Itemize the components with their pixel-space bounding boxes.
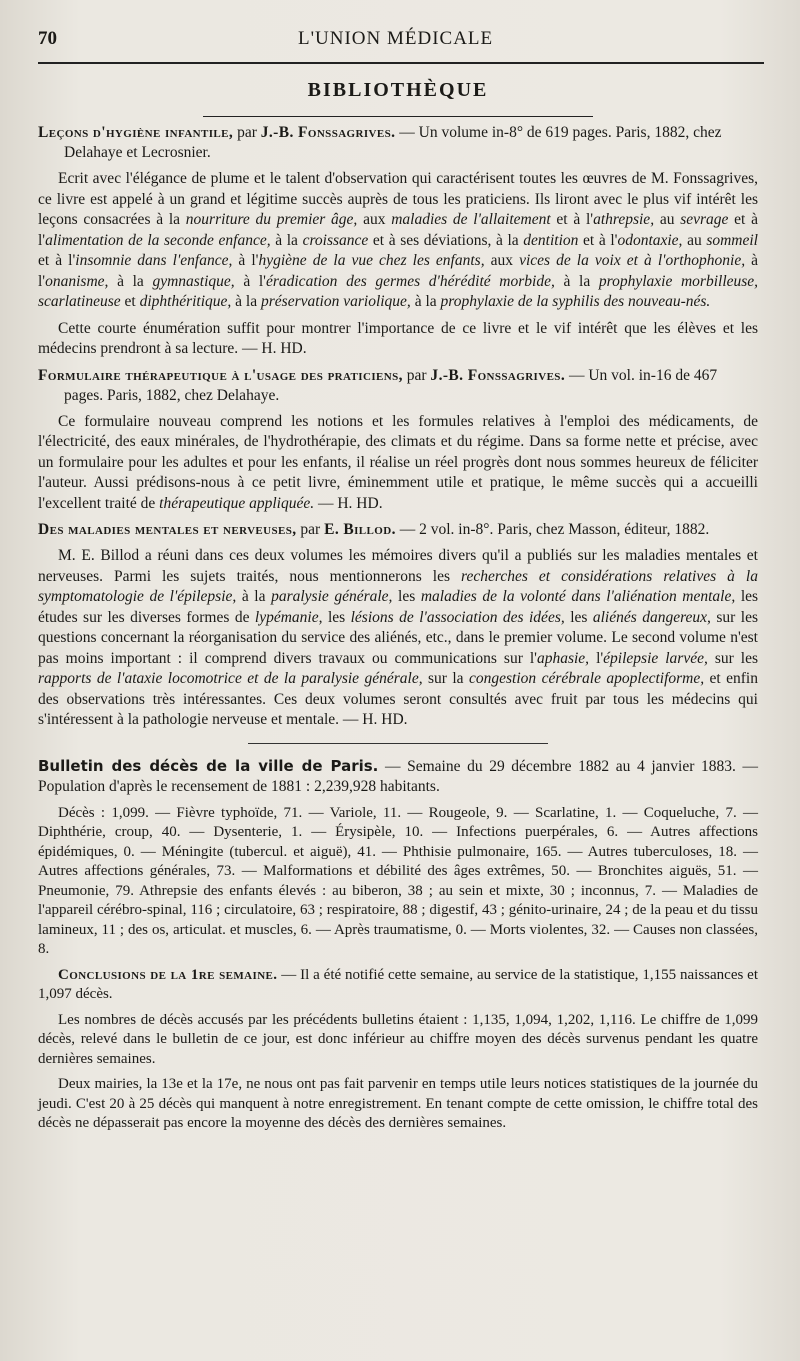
book-details: — 2 vol. in-8°. Paris, chez Masson, éditeur, 1882. xyxy=(399,521,710,538)
book-title: Leçons d'hygiène infantile, xyxy=(38,124,234,141)
review-reference: Formulaire thérapeutique à l'usage des praticiens, par J.-B. Fonssagrives. — Un vol. in-16 de 467 pages. Paris, 1882, chez Delahaye. xyxy=(38,366,718,404)
bulletin-title: Bulletin des décès de la ville de Paris. xyxy=(38,756,379,775)
review-hygiene-infantile xyxy=(38,123,758,360)
conclusions-label: Conclusions de la 1re semaine. xyxy=(58,966,278,983)
review-paragraph: Cette courte énumération suffit pour montrer l'importance de ce livre et le vif intérêt que les élèves et les médecins prendront à sa lecture. — H. HD. xyxy=(38,319,758,357)
review-reference: Leçons d'hygiène infantile, par J.-B. Fonssagrives. — Un volume in-8° de 619 pages. Paris, 1882, chez Delahaye et Lecrosnier. xyxy=(38,124,722,161)
review-formulaire-therapeutique xyxy=(38,366,758,515)
bulletin-heading xyxy=(38,756,758,798)
section-title: BIBLIOTHÈQUE xyxy=(307,79,489,101)
bulletin-conclusions: Conclusions de la 1re semaine. — Il a été notifié cette semaine, au service de la statistique, 1,155 naissances et 1,097 décès. xyxy=(38,966,758,1002)
review-maladies-mentales xyxy=(38,520,758,731)
running-head xyxy=(38,28,764,64)
review-paragraph: Ecrit avec l'élégance de plume et le talent d'observation qui caractérisent toutes les œuvres de M. Fonssagrives, ce livre est appelé à un grand et légitime succès auprès de tous les praticiens. Ils liront avec le plus vif intérêt les leçons consacrées à la nourriture du premier âge, aux maladies de l'allaitement et à l'athrepsie, au sevrage et à l'alimentation de la seconde enfance, à la croissance et à ses déviations, à la dentition et à l'odontaxie, au sommeil et à l'insomnie dans l'enfance, à l'hygiène de la vue chez les enfants, aux vices de la voix et à l'orthophonie, à l'onanisme, à la gymnastique, à l'éradication des germes d'hérédité morbide, à la prophylaxie morbilleuse, scarlatineuse et diphthéritique, à la préservation variolique, à la prophylaxie de la syphilis des nouveau-nés. xyxy=(38,170,759,310)
page-number: 70 xyxy=(38,28,57,49)
review-paragraph: M. E. Billod a réuni dans ces deux volumes les mémoires divers qu'il a publiés sur les maladies mentales et nerveuses. Parmi les sujets traités, nous mentionnerons les recherches et considérations relatives à la symptomatologie de l'épilepsie, à la paralysie générale, les maladies de la volonté dans l'aliénation mentale, les études sur les diverses formes de lypémanie, les lésions de l'association des idées, les aliénés dangereux, sur les questions concernant la réorganisation du service des aliénés, etc., dans le premier volume. Le second volume n'est pas moins important : il comprend divers travaux ou communications sur l'aphasie, l'épilepsie larvée, sur les rapports de l'ataxie locomotrice et de la paralysie générale, sur la congestion cérébrale apoplectiforme, et enfin des observations très intéressantes. Ces deux volumes seront consultés avec fruit par tous les médecins qui s'intéressent à la pathologie nerveuse et mentale. — H. HD. xyxy=(38,547,759,728)
book-details: — Un volume in-8° de 619 pages. Paris, 1882, chez Delahaye et Lecrosnier. xyxy=(64,124,722,161)
book-author: J.-B. Fonssagrives. xyxy=(430,366,566,384)
book-title: Des maladies mentales et nerveuses, xyxy=(38,521,297,538)
bulletin-deaths-list: Décès : 1,099. — Fièvre typhoïde, 71. — Variole, 11. — Rougeole, 9. — Scarlatine, 1. — Coqueluche, 7. — Diphthérie, croup, 40. — Dysenterie, 1. — Érysipèle, 10. — Infections puerpérales, 6. — Autres affections épidémiques, 0. — Méningite (tubercul. et aiguë), 41. — Phthisie pulmonaire, 165. — Autres tuberculoses, 18. — Autres affections générales, 73. — Malformations et débilité des âges extrêmes, 50. — Bronchites aiguës, 51. — Pneumonie, 79. Athrepsie des enfants élevés : au biberon, 38 ; au sein et mixte, 30 ; inconnus, 7. — Maladies de l'appareil cérébro-spinal, 116 ; circulatoire, 63 ; respiratoire, 88 ; digestif, 43 ; génito-urinaire, 24 ; de la peau et du tissu lamineux, 11 ; des os, articulat. et muscles, 6. — Après traumatisme, 0. — Morts violentes, 32. — Causes non classées, 8. xyxy=(38,804,758,957)
bulletin-mairies-note: Deux mairies, la 13e et la 17e, ne nous ont pas fait parvenir en temps utile leurs notices statistiques de la journée du jeudi. C'est 20 à 25 décès qui manquent à notre enregistrement. En tenant compte de cette omission, le chiffre total des décès ne dépasserait pas encore la moyenne des décès des dernières semaines. xyxy=(38,1076,758,1131)
bulletin-period: — Semaine du 29 décembre 1882 au 4 janvier 1883. — Population d'après le recensement de 1881 : 2,239,928 habitants. xyxy=(38,757,759,795)
book-title: Formulaire thérapeutique à l'usage des praticiens, xyxy=(38,366,403,384)
bulletin-previous-counts: Les nombres de décès accusés par les précédents bulletins étaient : 1,135, 1,094, 1,202, 1,116. Le chiffre de 1,099 décès, relevé dans le bulletin de ce jour, est donc inférieur au chiffre moyen des décès survenus pendant les quatre dernières semaines. xyxy=(38,1011,758,1067)
bulletin-deces xyxy=(38,756,758,1134)
journal-title: L'UNION MÉDICALE xyxy=(298,28,494,49)
section-divider xyxy=(248,743,548,744)
review-paragraph: Ce formulaire nouveau comprend les notions et les formules relatives à l'emploi des médicaments, de l'électricité, des eaux minérales, de l'hydrothérapie, des climats et du régime. Dans sa forme nette et précise, avec un formulaire pour les adultes et pour les enfants, il réalise un réel progrès dont nous sommes heureux de féliciter l'auteur. Aussi prédisons-nous à ce petit livre, éminemment utile et pratique, le même succès qui a accueilli l'excellent traité de thérapeutique appliquée. — H. HD. xyxy=(38,412,758,512)
book-author: E. Billod. xyxy=(324,521,396,538)
title-divider xyxy=(203,116,593,117)
book-details: — Un vol. in-16 de 467 pages. Paris, 1882, chez Delahaye. xyxy=(64,366,718,404)
book-author: J.-B. Fonssagrives. xyxy=(260,124,396,141)
review-reference: Des maladies mentales et nerveuses, par E. Billod. — 2 vol. in-8°. Paris, chez Masson, éditeur, 1882. xyxy=(38,521,710,538)
